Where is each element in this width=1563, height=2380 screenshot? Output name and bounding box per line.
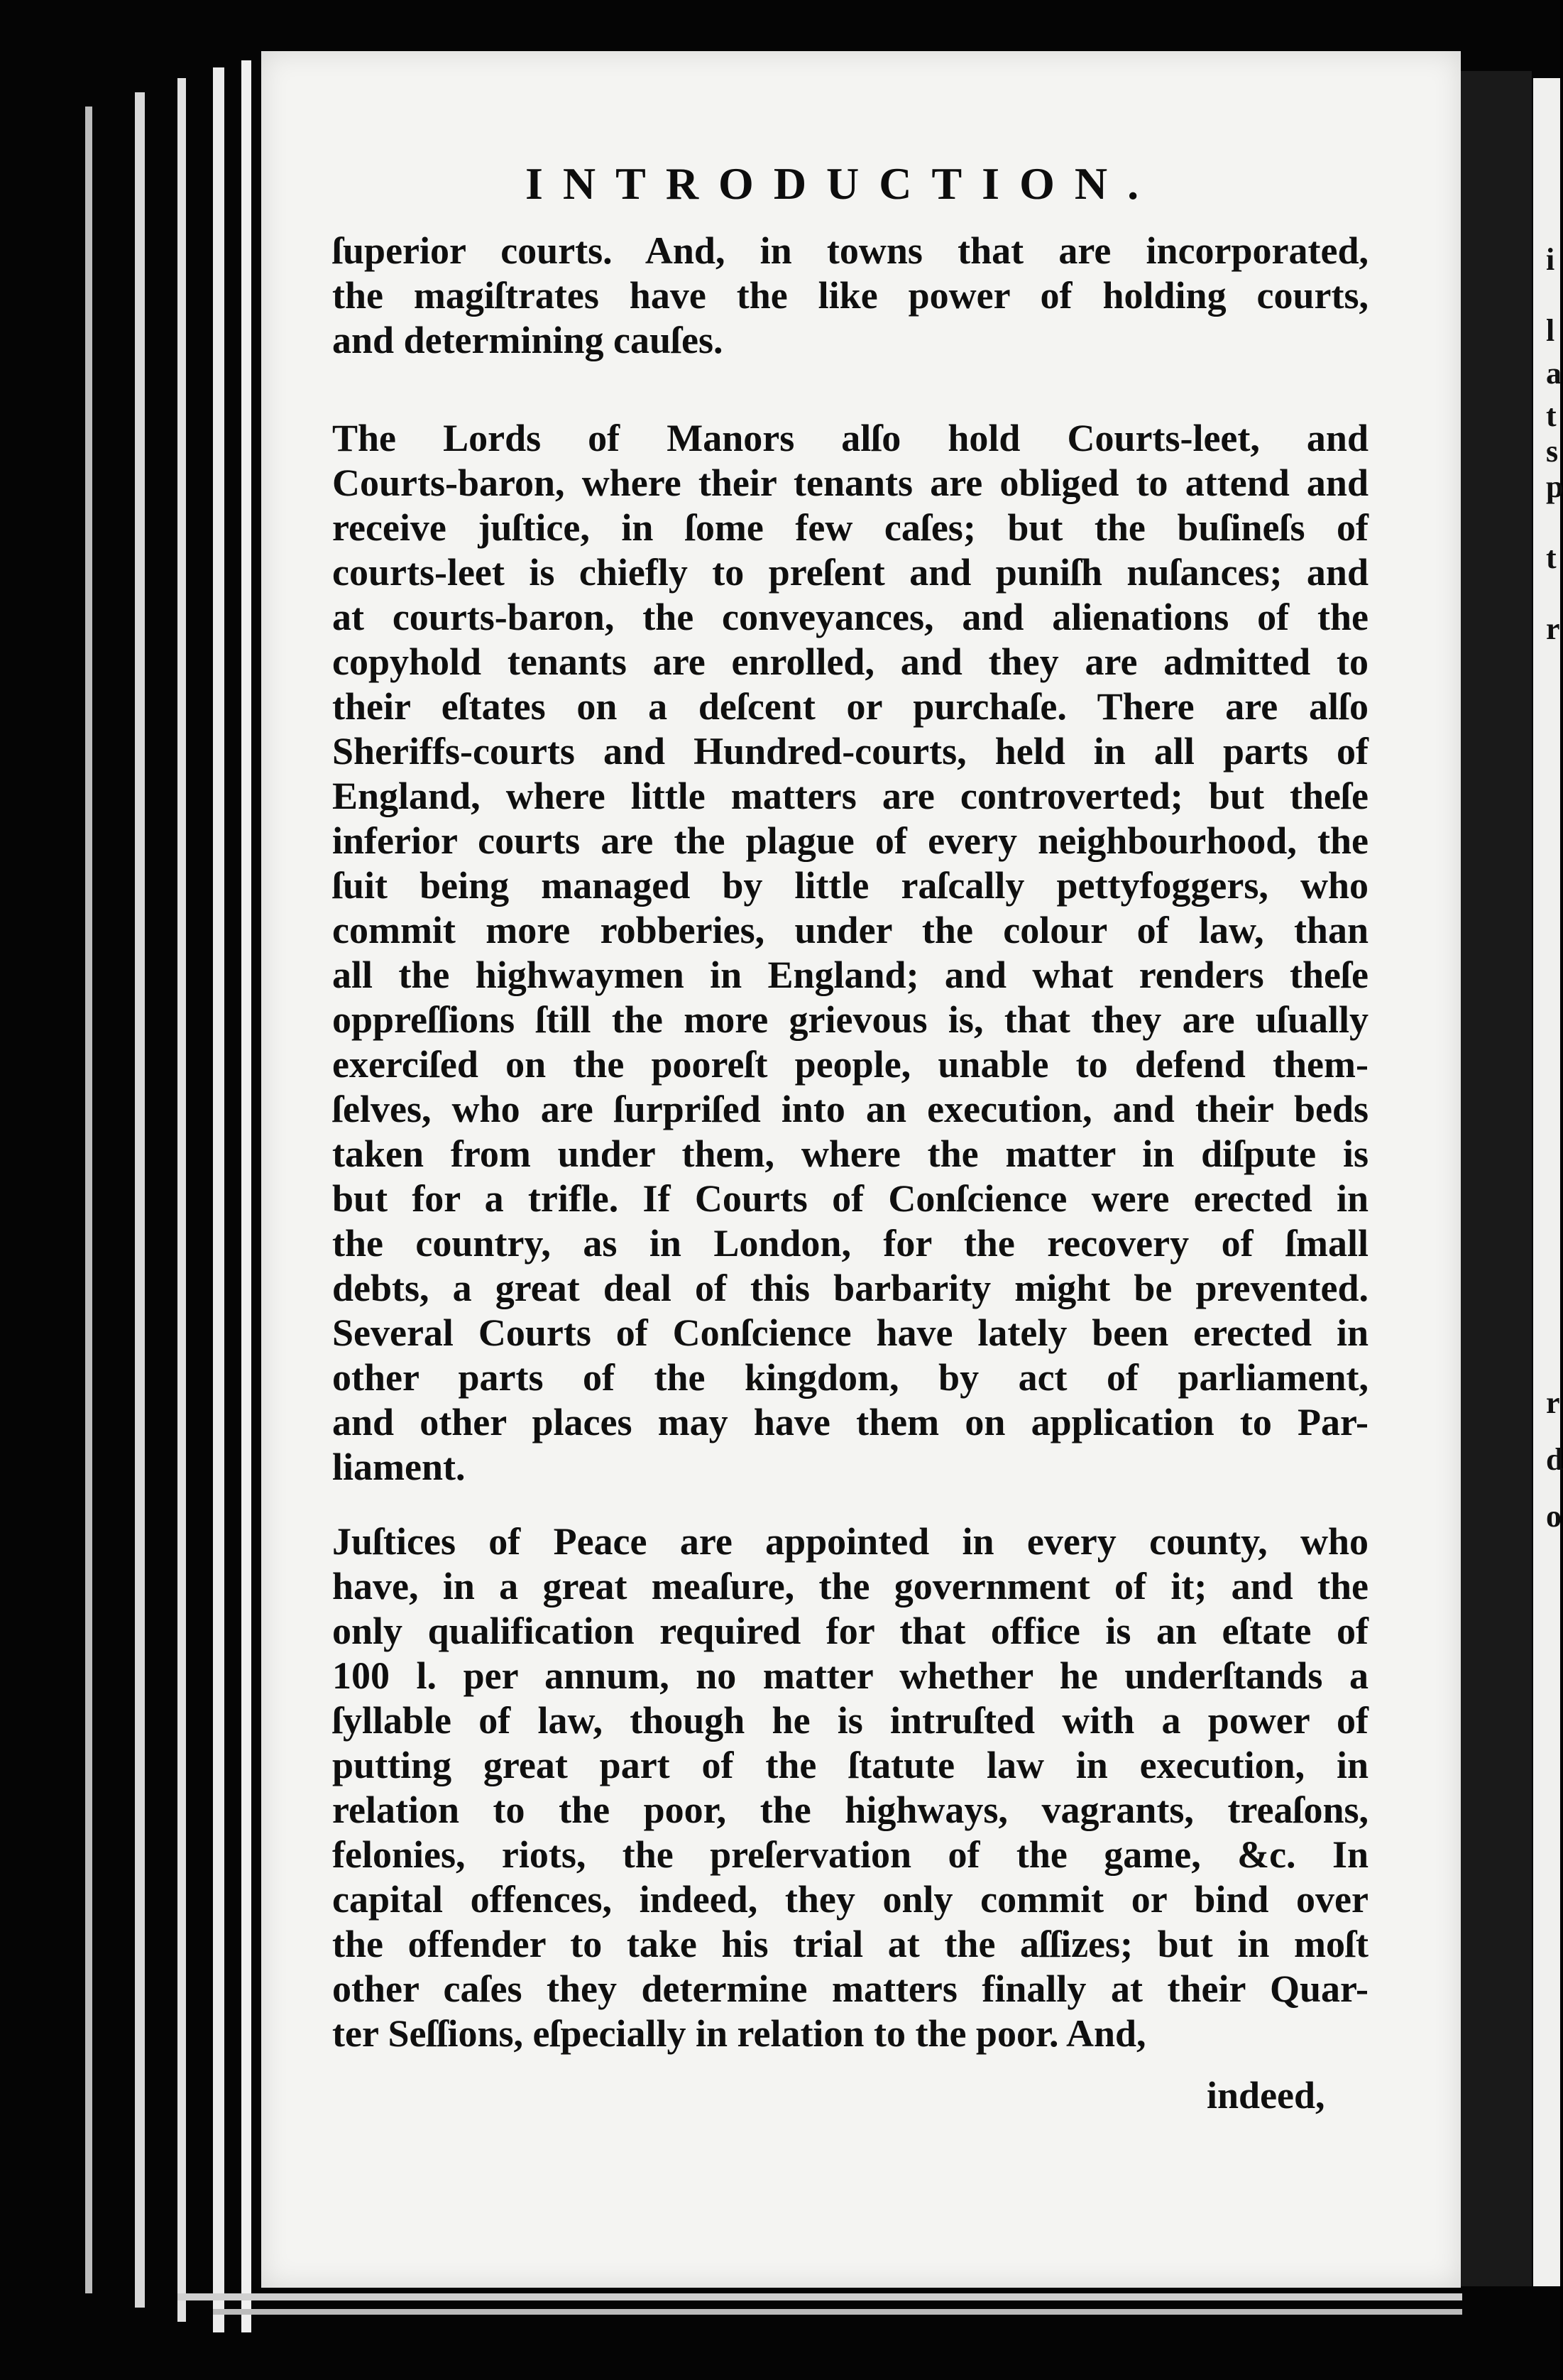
text-line: Sheriffs-courts and Hundred-courts, held in all parts of [332, 730, 1369, 773]
facing-page-fragment: o [1546, 1499, 1562, 1534]
text-line: putting great part of the ſtatute law in execution, in [332, 1744, 1369, 1786]
text-line: their eſtates on a deſcent or purchaſe. There are alſo [332, 685, 1369, 728]
text-line: capital offences, indeed, they only commit or bind over [332, 1878, 1369, 1921]
facing-page-fragment: t [1546, 398, 1557, 433]
paragraph-3 [332, 1519, 1369, 2056]
paragraph-1 [332, 229, 1369, 363]
text-line: the magiſtrates have the like power of holding courts, [332, 274, 1369, 317]
text-line: 100 l. per annum, no matter whether he underſtands a [332, 1654, 1369, 1697]
text-line: courts-leet is chiefly to preſent and puniſh nuſances; and [332, 551, 1369, 594]
catchword: indeed, [1207, 2074, 1325, 2117]
text-line: Several Courts of Conſcience have lately been erected in [332, 1311, 1369, 1354]
text-line: only qualification required for that office is an eſtate of [332, 1610, 1369, 1652]
text-line: ſelves, who are ſurpriſed into an execution, and their beds [332, 1088, 1369, 1130]
text-line: other caſes they determine matters finally at their Quar- [332, 1967, 1369, 2010]
text-line: Juſtices of Peace are appointed in every county, who [332, 1520, 1369, 1563]
facing-page-fragment: p [1546, 469, 1563, 504]
text-line: commit more robberies, under the colour of law, than [332, 909, 1369, 951]
text-line: the country, as in London, for the recovery of ſmall [332, 1222, 1369, 1265]
facing-page-fragment: l [1546, 313, 1555, 348]
text-line: exerciſed on the pooreſt people, unable to defend them- [332, 1043, 1369, 1086]
text-line: England, where little matters are controverted; but theſe [332, 775, 1369, 817]
text-line: at courts-baron, the conveyances, and alienations of the [332, 596, 1369, 638]
facing-page-fragment: r [1546, 1385, 1560, 1420]
page-stack-edge [177, 78, 186, 2322]
text-line: liament. [332, 1446, 466, 1488]
text-line: felonies, riots, the preſervation of the game, &c. In [332, 1833, 1369, 1876]
text-line: ter Seſſions, eſpecially in relation to the poor. And, [332, 2012, 1146, 2055]
bottom-page-edge [177, 2293, 1462, 2300]
facing-page-fragment: s [1546, 434, 1559, 469]
text-line: and determining cauſes. [332, 319, 723, 361]
text-line: ſuit being managed by little raſcally pettyfoggers, who [332, 864, 1369, 907]
paragraph-2 [332, 416, 1369, 1490]
text-line: ſuperior courts. And, in towns that are incorporated, [332, 229, 1369, 272]
gutter-shadow [1461, 71, 1532, 2286]
bottom-page-edge [213, 2309, 1462, 2315]
text-line: inferior courts are the plague of every neighbourhood, the [332, 819, 1369, 862]
text-line: oppreſſions ſtill the more grievous is, that they are uſually [332, 998, 1369, 1041]
text-line: receive juſtice, in ſome few caſes; but the buſineſs of [332, 506, 1369, 549]
text-line: and other places may have them on application to Par- [332, 1401, 1369, 1443]
page-stack-edge [135, 92, 145, 2308]
facing-page-fragment: i [1546, 242, 1555, 277]
page-stack-edge [241, 60, 251, 2332]
text-line: copyhold tenants are enrolled, and they are admitted to [332, 640, 1369, 683]
text-line: The Lords of Manors alſo hold Courts-leet, and [332, 417, 1369, 459]
page-stack-edge [213, 67, 224, 2332]
text-line: debts, a great deal of this barbarity might be prevented. [332, 1267, 1369, 1309]
page-stack-edge [85, 107, 92, 2293]
text-line: taken from under them, where the matter in diſpute is [332, 1132, 1369, 1175]
text-line: other parts of the kingdom, by act of parliament, [332, 1356, 1369, 1399]
text-line: ſyllable of law, though he is intruſted with a power of [332, 1699, 1369, 1742]
text-line: relation to the poor, the highways, vagrants, treaſons, [332, 1789, 1369, 1831]
facing-page-fragment: t [1546, 540, 1557, 575]
text-line: all the highwaymen in England; and what renders theſe [332, 954, 1369, 996]
facing-page-fragment: r [1546, 611, 1560, 646]
text-line: have, in a great meaſure, the government of it; and the [332, 1565, 1369, 1607]
facing-page-fragment: d [1546, 1442, 1563, 1477]
running-head: INTRODUCTION. [525, 158, 1159, 209]
text-line: Courts-baron, where their tenants are obliged to attend and [332, 462, 1369, 504]
text-line: the offender to take his trial at the aſſizes; but in moſt [332, 1923, 1369, 1965]
text-line: but for a trifle. If Courts of Conſcience were erected in [332, 1177, 1369, 1220]
facing-page-fragment: a [1546, 356, 1562, 391]
